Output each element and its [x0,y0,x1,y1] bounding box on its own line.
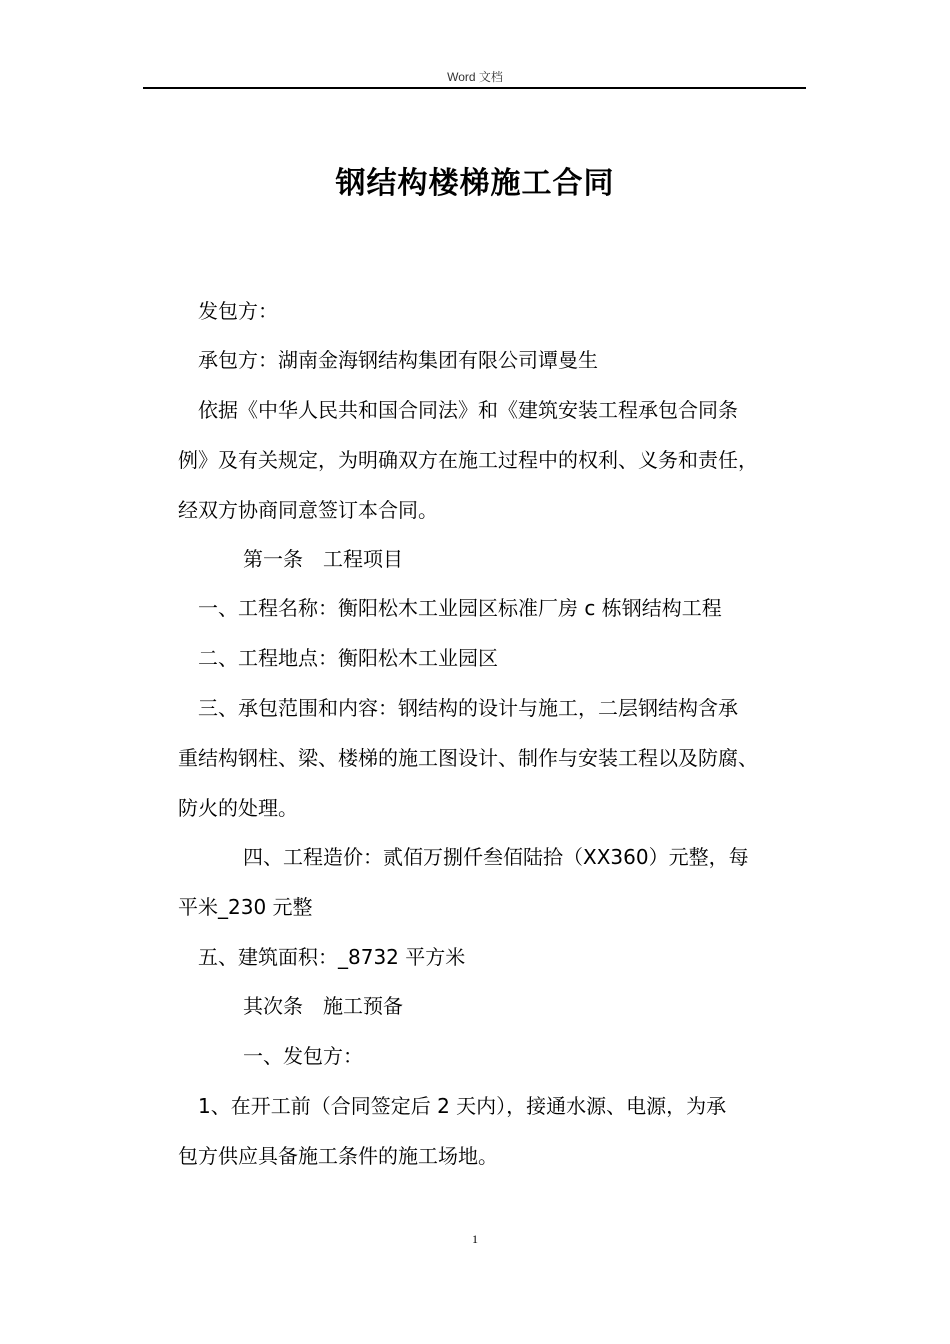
paragraph-line: 承包方：湖南金海钢结构集团有限公司谭曼生 [198,348,598,372]
paragraph-line: 二、工程地点：衡阳松木工业园区 [198,646,498,670]
paragraph-line: 1、在开工前（合同签定后 2 天内），接通水源、电源，为承 [198,1094,727,1118]
paragraph-line: 三、承包范围和内容：钢结构的设计与施工，二层钢结构含承 [198,696,738,720]
paragraph-line: 平米_230 元整 [178,895,313,919]
section-heading: 其次条 施工预备 [243,994,403,1018]
paragraph-line: 一、发包方： [243,1044,363,1068]
paragraph-line: 一、工程名称：衡阳松木工业园区标准厂房 c 栋钢结构工程 [198,596,722,620]
paragraph-line: 重结构钢柱、梁、楼梯的施工图设计、制作与安装工程以及防腐、 [178,746,758,770]
paragraph-line: 包方供应具备施工条件的施工场地。 [178,1144,498,1168]
paragraph-line: 例》及有关规定，为明确双方在施工过程中的权利、义务和责任， [178,448,758,472]
header-label: Word 文档 [447,70,503,84]
paragraph-line: 经双方协商同意签订本合同。 [178,498,438,522]
paragraph-line: 发包方： [198,299,278,323]
paragraph-line: 四、工程造价：贰佰万捌仟叁佰陆拾（XX360）元整，每 [243,845,749,869]
section-heading: 第一条 工程项目 [243,547,403,571]
paragraph-line: 五、建筑面积：_8732 平方米 [198,945,466,969]
header-rule [143,87,806,89]
document-title: 钢结构楼梯施工合同 [335,166,615,201]
page-number: 1 [472,1232,478,1246]
paragraph-line: 防火的处理。 [178,796,298,820]
paragraph-line: 依据《中华人民共和国合同法》和《建筑安装工程承包合同条 [198,398,738,422]
